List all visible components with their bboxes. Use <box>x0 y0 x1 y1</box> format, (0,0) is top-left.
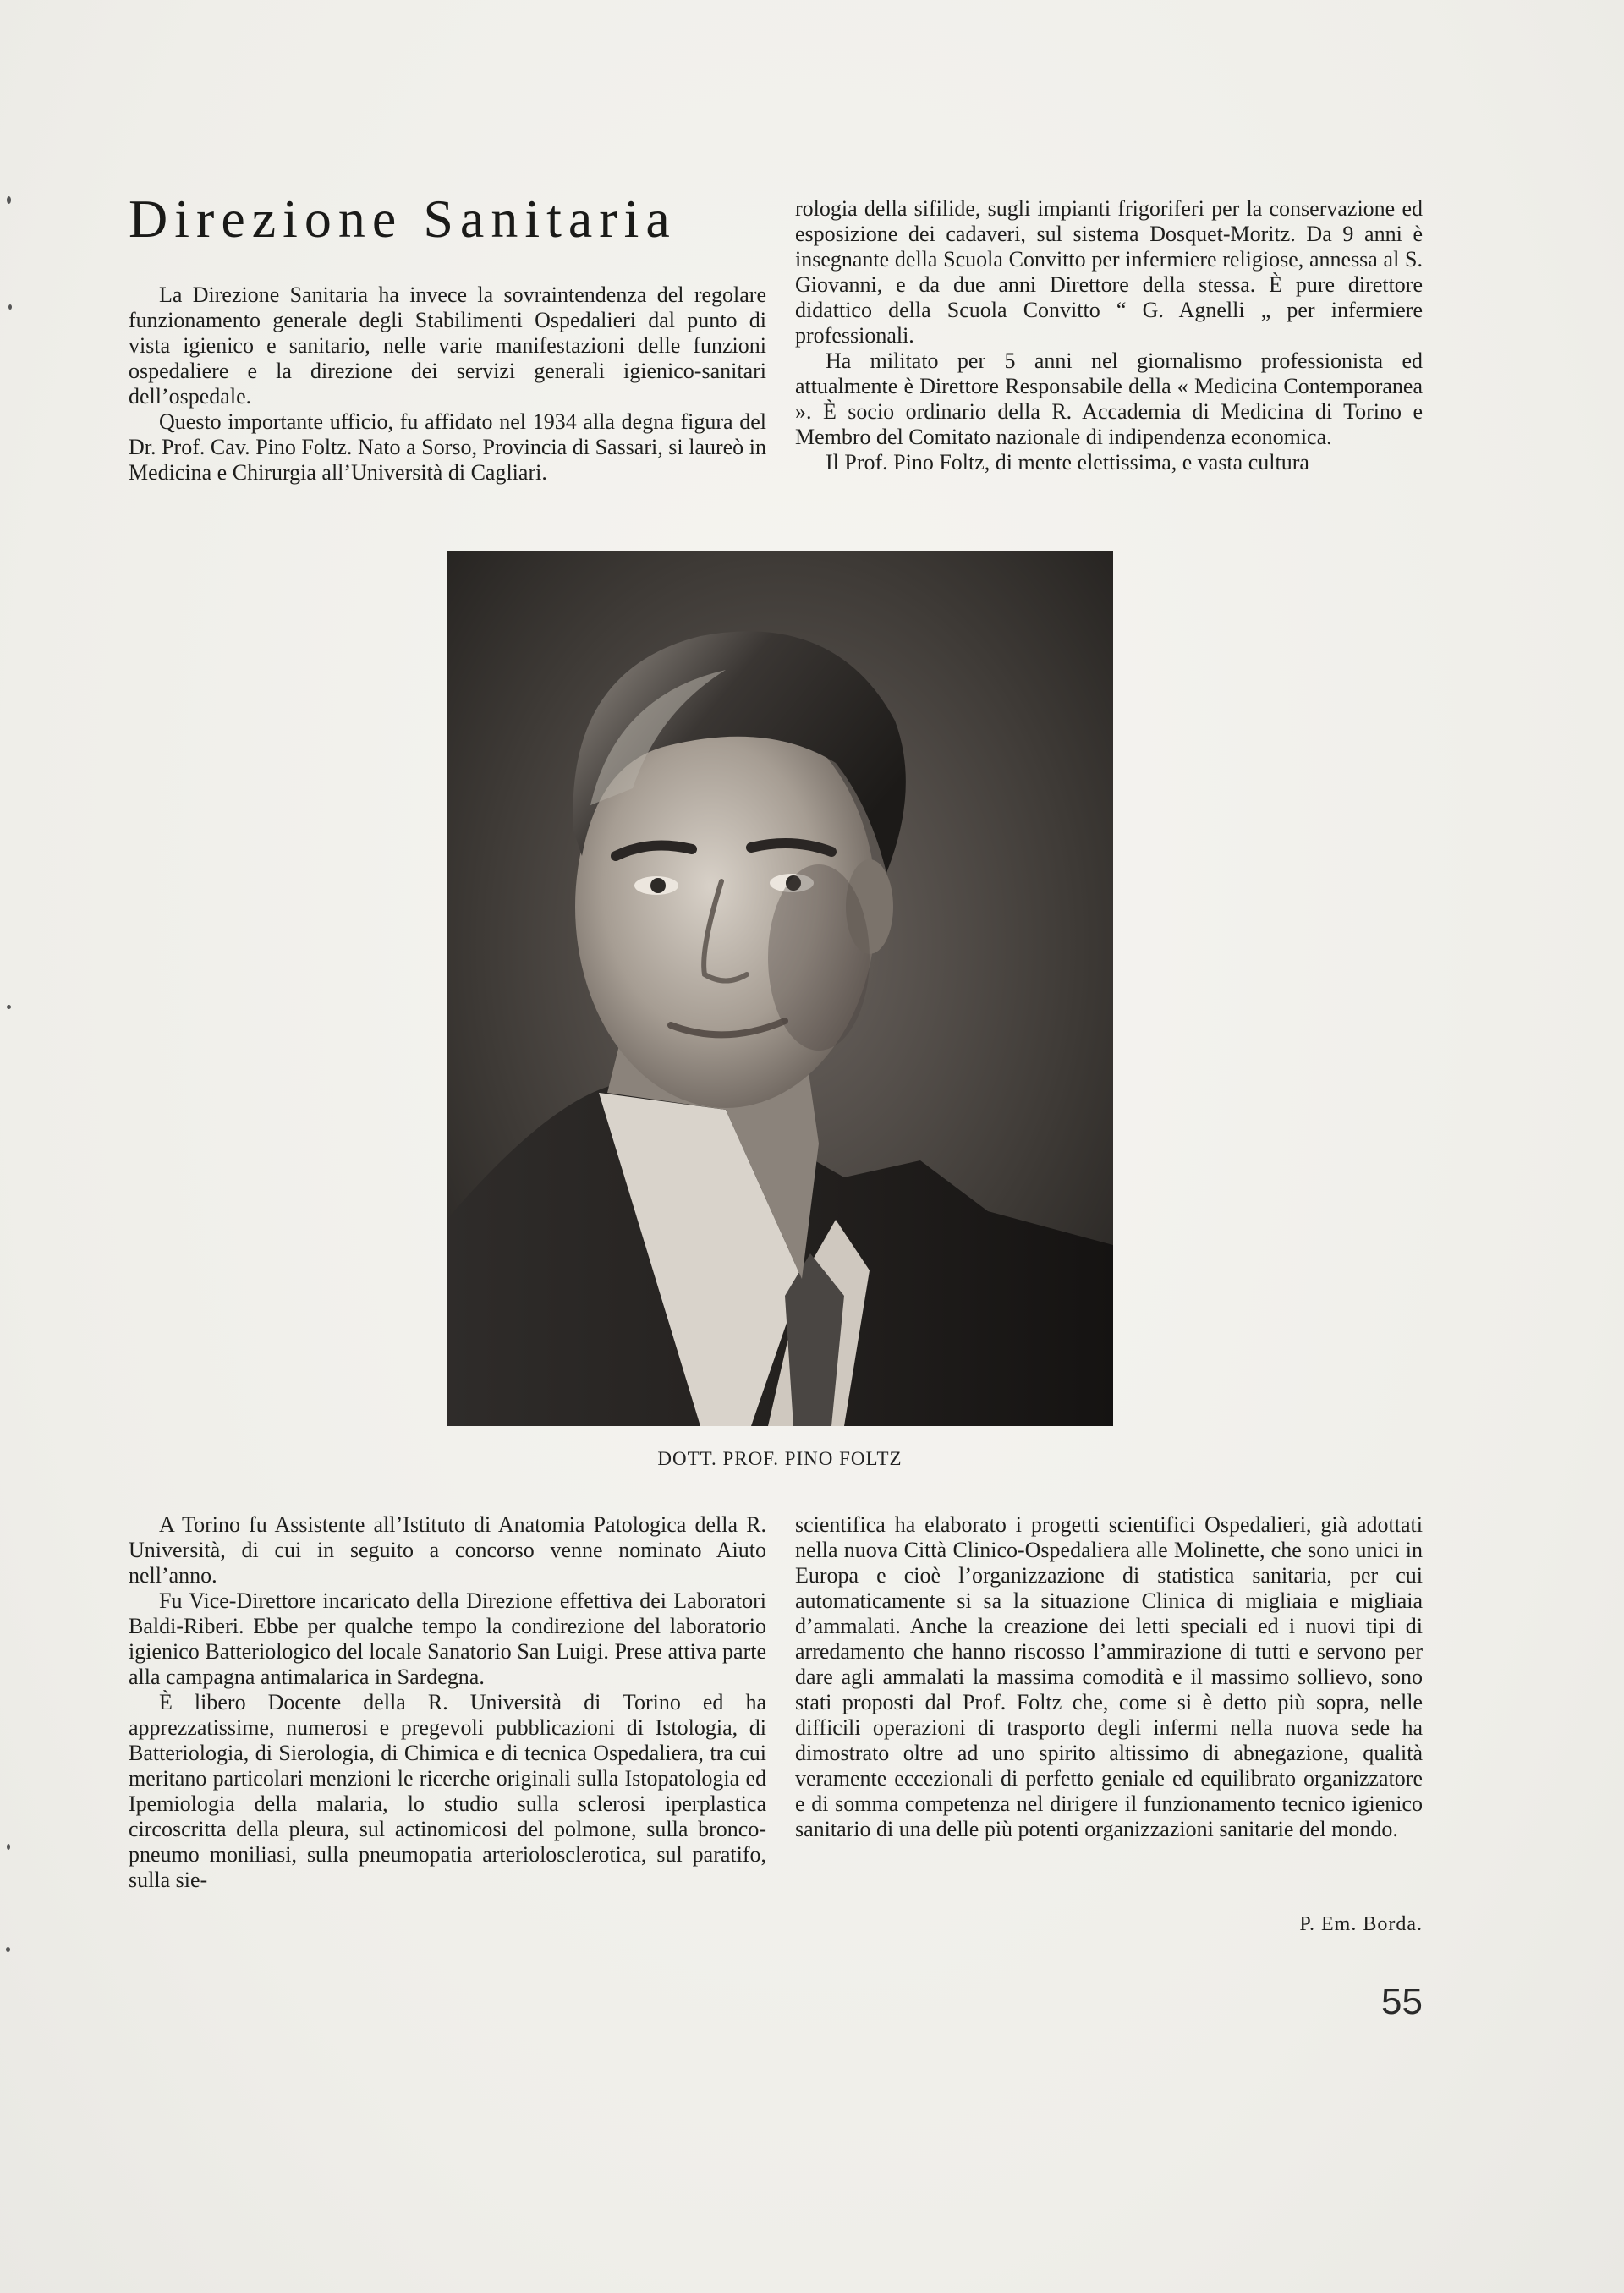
paragraph: È libero Docente della R. Università di Torino ed ha apprezzatissime, numerosi e pregevoli pubblicazioni di Istologia, di Batteriologia, di Sierologia, di Chimica e di tecnica Ospedaliera, tra cui meritano particolari menzioni le ricerche originali sulla Istopatologia ed Ipemiologia della malaria, lo studio sulla sclerosi iperplastica circoscritta della pleura, sul actinomicosi del polmone, sulla bronco-pneumo moniliasi, sulla pneumopatia arteriolosclerotica, sul paratifo, sulla sie- <box>129 1690 766 1892</box>
author-signature: P. Em. Borda. <box>1299 1913 1423 1935</box>
paragraph: Ha militato per 5 anni nel giornalismo professionista ed attualmente è Direttore Responsabile della « Medicina Contemporanea ». È socio ordinario della R. Accademia di Medicina di Torino e Membro del Comitato nazionale di indipendenza economica. <box>795 348 1423 449</box>
bottom-left-column <box>129 1512 766 1893</box>
margin-speck <box>7 196 11 204</box>
bottom-right-column <box>795 1512 1423 1842</box>
paragraph: A Torino fu Assistente all’Istituto di Anatomia Patologica della R. Università, di cui in seguito a concorso venne nominato Aiuto nell’anno. <box>129 1512 766 1588</box>
paragraph: Fu Vice-Direttore incaricato della Direzione effettiva dei Laboratori Baldi-Riberi. Ebbe per qualche tempo la condirezione del laboratorio igienico Batteriologico del locale Sanatorio San Luigi. Prese attiva parte alla campagna antimalarica in Sardegna. <box>129 1588 766 1689</box>
top-right-column <box>795 196 1423 475</box>
photo-caption: DOTT. PROF. PINO FOLTZ <box>657 1448 903 1469</box>
paragraph: rologia della sifilide, sugli impianti frigoriferi per la conservazione ed esposizione dei cadaveri, sul sistema Dosquet-Moritz. Da 9 anni è insegnante della Scuola Convitto per infermiere religiose, annessa al S. Giovanni, e da due anni Direttore della stessa. È pure direttore didattico della Scuola Convitto “ G. Agnelli „ per infermiere professionali. <box>795 196 1423 348</box>
paragraph: scientifica ha elaborato i progetti scientifici Ospedalieri, già adottati nella nuova Città Clinico-Ospedaliera alle Molinette, che sono unici in Europa e cioè l’organizzazione di statistica sanitaria, per cui automaticamente si sa la situazione Clinica di migliaia e migliaia d’ammalati. Anche la creazione dei letti speciali ed i nuovi tipi di arredamento che hanno riscosso l’ammirazione di tutti e servono per dare agli ammalati la massima comodità e il massimo sollievo, sono stati proposti dal Prof. Foltz che, come si è detto più sopra, nelle difficili operazioni di trasporto degli infermi nella nuova sede ha dimostrato oltre ad uno spirito altissimo di abnegazione, qualità veramente eccezionali di perfetto geniale ed equilibrato organizzatore e di somma competenza nel dirigere il funzionamento tecnico igienico sanitario di una delle più potenti organizzazioni sanitarie del mondo. <box>795 1512 1423 1841</box>
paragraph: Questo importante ufficio, fu affidato nel 1934 alla degna figura del Dr. Prof. Cav. Pino Foltz. Nato a Sorso, Provincia di Sassari, si laureò in Medicina e Chirurgia all’Università di Cagliari. <box>129 409 766 485</box>
article-title <box>129 188 766 250</box>
article-title-text: Direzione Sanitaria <box>129 189 677 249</box>
top-left-column <box>129 283 766 485</box>
paragraph: Il Prof. Pino Foltz, di mente elettissima, e vasta cultura <box>826 450 1309 475</box>
margin-speck <box>6 1947 10 1952</box>
margin-speck <box>8 304 12 310</box>
page-number: 55 <box>1381 1981 1423 2022</box>
paragraph: La Direzione Sanitaria ha invece la sovraintendenza del regolare funzionamento generale degli Stabilimenti Ospedalieri dal punto di vista igienico e sanitario, nelle varie manifestazioni delle funzioni ospedaliere e la direzione dei servizi generali igienico-sanitari dell’ospedale. <box>129 283 766 409</box>
margin-speck <box>7 1005 11 1009</box>
portrait-photo <box>447 551 1113 1426</box>
margin-speck <box>7 1844 10 1850</box>
portrait-image <box>447 551 1113 1426</box>
